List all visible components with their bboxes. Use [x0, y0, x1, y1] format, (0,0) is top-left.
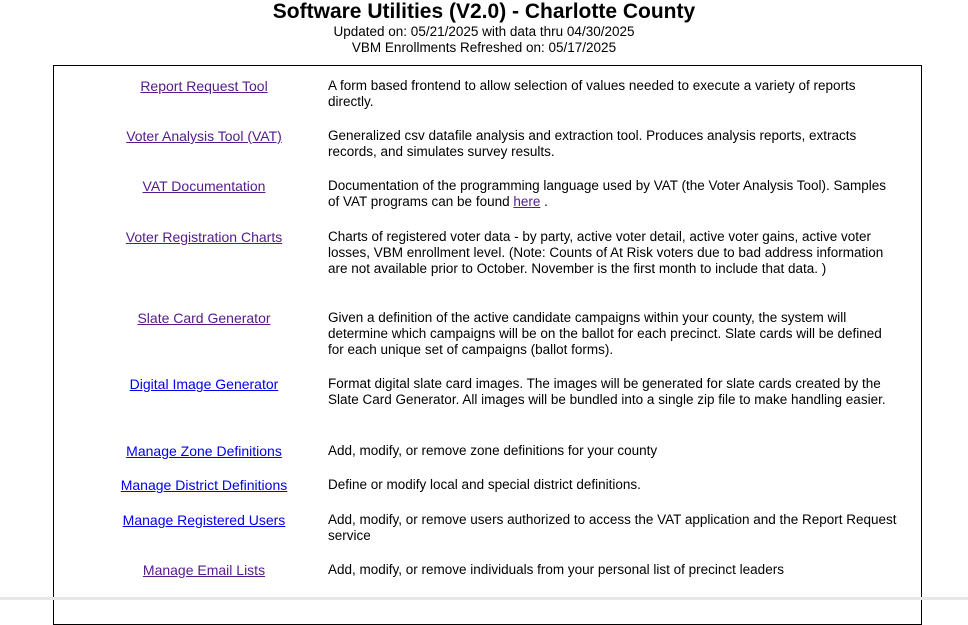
voter-registration-charts-description: Charts of registered voter data - by party, active voter detail, active voter gains, active voter losses, VBM enrollment level. (Note: Counts of At Risk voters due to bad address information are not available prior to October. November is the first month to include that data. ) [328, 229, 884, 276]
voter-analysis-tool-link[interactable]: Voter Analysis Tool (VAT) [126, 128, 282, 144]
manage-email-lists-link[interactable]: Manage Email Lists [142, 562, 266, 578]
page-title: Software Utilities (V2.0) - Charlotte County [272, 0, 696, 23]
slate-card-generator-description: Given a definition of the active candidate campaigns within your county, the system will determine which campaigns will be on the ballot for each precinct. Slate cards will be defined for each unique set of campaigns (ballot forms). [328, 310, 882, 357]
updated-line: Updated on: 05/21/2025 with data thru 04/30/2025 [333, 24, 635, 39]
manage-zone-definitions-link[interactable]: Manage Zone Definitions [126, 443, 282, 459]
manage-district-definitions-description: Define or modify local and special district definitions. [328, 477, 641, 492]
manage-zone-definitions-description: Add, modify, or remove zone definitions for your county [328, 443, 658, 458]
voter-registration-charts-link[interactable]: Voter Registration Charts [125, 229, 283, 245]
voter-analysis-tool-description: Generalized csv datafile analysis and extraction tool. Produces analysis reports, extracts records, and simulates survey results. [328, 128, 857, 159]
manage-registered-users-link[interactable]: Manage Registered Users [122, 512, 286, 528]
digital-image-generator-link[interactable]: Digital Image Generator [129, 376, 279, 392]
report-request-tool-description: A form based frontend to allow selection of values needed to execute a variety of reports directly. [328, 78, 856, 109]
slate-card-generator-link[interactable]: Slate Card Generator [137, 310, 271, 326]
manage-registered-users-description: Add, modify, or remove users authorized to access the VAT application and the Report Request service [328, 512, 897, 543]
page-header [0, 0, 968, 56]
vat-documentation-text: Documentation of the programming language used by VAT (the Voter Analysis Tool). Samples of VAT programs can be found [328, 178, 887, 209]
vbm-refresh-line: VBM Enrollments Refreshed on: 05/17/2025 [351, 40, 617, 55]
vat-documentation-description [328, 178, 898, 210]
tools-table [53, 65, 922, 625]
manage-email-lists-description: Add, modify, or remove individuals from your personal list of precinct leaders [328, 562, 784, 577]
vat-documentation-link[interactable]: VAT Documentation [142, 178, 266, 194]
digital-image-generator-description: Format digital slate card images. The images will be generated for slate cards created by the Slate Card Generator. All images will be bundled into a single zip file to make handling easier. [328, 376, 886, 407]
report-request-tool-link[interactable]: Report Request Tool [140, 78, 268, 94]
vat-samples-here-link[interactable]: here [513, 194, 541, 209]
manage-district-definitions-link[interactable]: Manage District Definitions [120, 477, 288, 493]
vat-documentation-trailing: . [540, 194, 548, 209]
